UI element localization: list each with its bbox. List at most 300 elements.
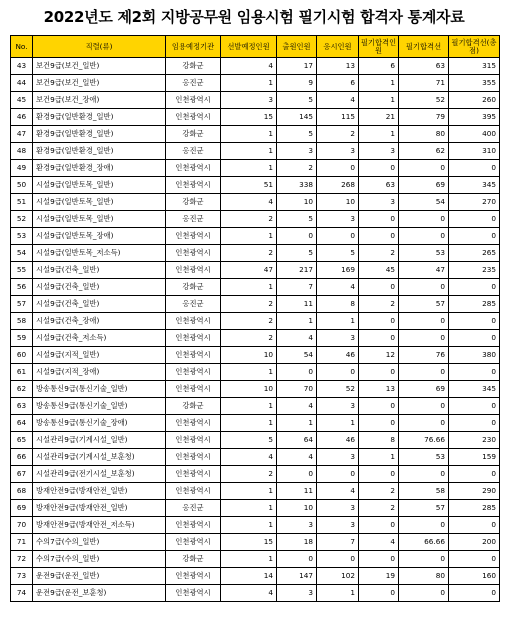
planned-hires-cell: 2: [221, 313, 277, 330]
passers-cell: 0: [359, 398, 399, 415]
row-number-cell: 70: [11, 517, 33, 534]
cutoff-score-cell: 54: [399, 194, 449, 211]
job-series-cell: 시설9급(건축_일반): [33, 296, 166, 313]
passers-cell: 0: [359, 313, 399, 330]
test-takers-cell: 4: [317, 279, 359, 296]
job-series-cell: 방재안전9급(방재안전_일반): [33, 483, 166, 500]
applicants-cell: 4: [277, 398, 317, 415]
test-takers-cell: 8: [317, 296, 359, 313]
cutoff-score-cell: 0: [399, 585, 449, 602]
applicants-cell: 10: [277, 500, 317, 517]
test-takers-cell: 46: [317, 347, 359, 364]
row-number-cell: 66: [11, 449, 33, 466]
appointing-agency-cell: 인천광역시: [166, 347, 221, 364]
passers-cell: 0: [359, 279, 399, 296]
planned-hires-cell: 4: [221, 58, 277, 75]
row-number-cell: 48: [11, 143, 33, 160]
job-series-cell: 방재안전9급(방재안전_일반): [33, 500, 166, 517]
cutoff-score-cell: 79: [399, 109, 449, 126]
cutoff-score-cell: 71: [399, 75, 449, 92]
test-takers-cell: 0: [317, 160, 359, 177]
job-series-cell: 보건9급(보건_일반): [33, 58, 166, 75]
column-header: 출원인원: [277, 36, 317, 58]
applicants-cell: 4: [277, 449, 317, 466]
job-series-cell: 시설9급(일반토목_일반): [33, 211, 166, 228]
cutoff-total-cell: 265: [449, 245, 500, 262]
cutoff-score-cell: 0: [399, 211, 449, 228]
cutoff-score-cell: 0: [399, 517, 449, 534]
cutoff-total-cell: 159: [449, 449, 500, 466]
job-series-cell: 시설9급(일반토목_일반): [33, 177, 166, 194]
appointing-agency-cell: 옹진군: [166, 296, 221, 313]
row-number-cell: 68: [11, 483, 33, 500]
row-number-cell: 62: [11, 381, 33, 398]
test-takers-cell: 268: [317, 177, 359, 194]
passers-cell: 1: [359, 75, 399, 92]
planned-hires-cell: 1: [221, 517, 277, 534]
job-series-cell: 환경9급(일반환경_일반): [33, 126, 166, 143]
cutoff-score-cell: 69: [399, 381, 449, 398]
row-number-cell: 65: [11, 432, 33, 449]
job-series-cell: 시설관리9급(기계시설_일반): [33, 432, 166, 449]
passers-cell: 2: [359, 483, 399, 500]
job-series-cell: 시설9급(일반토목_장애): [33, 228, 166, 245]
appointing-agency-cell: 인천광역시: [166, 432, 221, 449]
job-series-cell: 시설관리9급(기계시설_보훈청): [33, 449, 166, 466]
appointing-agency-cell: 인천광역시: [166, 228, 221, 245]
appointing-agency-cell: 인천광역시: [166, 364, 221, 381]
table-row: [11, 177, 500, 194]
planned-hires-cell: 4: [221, 194, 277, 211]
job-series-cell: 시설9급(건축_장애): [33, 313, 166, 330]
cutoff-score-cell: 0: [399, 330, 449, 347]
planned-hires-cell: 1: [221, 126, 277, 143]
appointing-agency-cell: 인천광역시: [166, 262, 221, 279]
passers-cell: 6: [359, 58, 399, 75]
cutoff-total-cell: 0: [449, 466, 500, 483]
cutoff-score-cell: 0: [399, 398, 449, 415]
table-row: [11, 126, 500, 143]
cutoff-score-cell: 0: [399, 364, 449, 381]
test-takers-cell: 4: [317, 483, 359, 500]
table-row: [11, 211, 500, 228]
planned-hires-cell: 15: [221, 534, 277, 551]
table-row: [11, 296, 500, 313]
appointing-agency-cell: 인천광역시: [166, 177, 221, 194]
row-number-cell: 55: [11, 262, 33, 279]
appointing-agency-cell: 인천광역시: [166, 568, 221, 585]
job-series-cell: 운전9급(운전_일반): [33, 568, 166, 585]
row-number-cell: 43: [11, 58, 33, 75]
cutoff-score-cell: 63: [399, 58, 449, 75]
cutoff-score-cell: 76.66: [399, 432, 449, 449]
row-number-cell: 67: [11, 466, 33, 483]
test-takers-cell: 3: [317, 143, 359, 160]
table-row: [11, 92, 500, 109]
cutoff-total-cell: 285: [449, 296, 500, 313]
table-row: [11, 517, 500, 534]
passers-cell: 0: [359, 211, 399, 228]
applicants-cell: 54: [277, 347, 317, 364]
table-row: [11, 500, 500, 517]
cutoff-score-cell: 80: [399, 568, 449, 585]
cutoff-total-cell: 355: [449, 75, 500, 92]
test-takers-cell: 3: [317, 517, 359, 534]
test-takers-cell: 52: [317, 381, 359, 398]
job-series-cell: 수의7급(수의_일반): [33, 534, 166, 551]
cutoff-total-cell: 230: [449, 432, 500, 449]
appointing-agency-cell: 인천광역시: [166, 313, 221, 330]
row-number-cell: 57: [11, 296, 33, 313]
test-takers-cell: 115: [317, 109, 359, 126]
planned-hires-cell: 1: [221, 551, 277, 568]
table-row: [11, 381, 500, 398]
cutoff-total-cell: 0: [449, 364, 500, 381]
appointing-agency-cell: 인천광역시: [166, 517, 221, 534]
test-takers-cell: 1: [317, 313, 359, 330]
test-takers-cell: 1: [317, 415, 359, 432]
planned-hires-cell: 1: [221, 415, 277, 432]
applicants-cell: 1: [277, 415, 317, 432]
planned-hires-cell: 1: [221, 143, 277, 160]
planned-hires-cell: 1: [221, 398, 277, 415]
job-series-cell: 보건9급(보건_일반): [33, 75, 166, 92]
table-row: [11, 313, 500, 330]
cutoff-score-cell: 53: [399, 449, 449, 466]
column-header: 임용예정기관: [166, 36, 221, 58]
job-series-cell: 시설9급(지적_일반): [33, 347, 166, 364]
applicants-cell: 5: [277, 92, 317, 109]
test-takers-cell: 6: [317, 75, 359, 92]
planned-hires-cell: 15: [221, 109, 277, 126]
passers-cell: 1: [359, 92, 399, 109]
applicants-cell: 145: [277, 109, 317, 126]
passers-cell: 0: [359, 160, 399, 177]
test-takers-cell: 0: [317, 364, 359, 381]
row-number-cell: 47: [11, 126, 33, 143]
cutoff-score-cell: 66.66: [399, 534, 449, 551]
appointing-agency-cell: 인천광역시: [166, 534, 221, 551]
cutoff-total-cell: 0: [449, 517, 500, 534]
table-row: [11, 75, 500, 92]
applicants-cell: 2: [277, 160, 317, 177]
appointing-agency-cell: 옹진군: [166, 500, 221, 517]
applicants-cell: 17: [277, 58, 317, 75]
appointing-agency-cell: 인천광역시: [166, 245, 221, 262]
row-number-cell: 63: [11, 398, 33, 415]
planned-hires-cell: 10: [221, 381, 277, 398]
cutoff-total-cell: 0: [449, 228, 500, 245]
statistics-table: [10, 35, 500, 602]
planned-hires-cell: 2: [221, 466, 277, 483]
applicants-cell: 0: [277, 551, 317, 568]
column-header: 필기합격선(총점): [449, 36, 500, 58]
job-series-cell: 보건9급(보건_장애): [33, 92, 166, 109]
test-takers-cell: 10: [317, 194, 359, 211]
test-takers-cell: 13: [317, 58, 359, 75]
planned-hires-cell: 47: [221, 262, 277, 279]
cutoff-score-cell: 0: [399, 160, 449, 177]
cutoff-total-cell: 395: [449, 109, 500, 126]
document-title: 2022년도 제2회 지방공무원 임용시험 필기시험 합격자 통계자료: [43, 8, 465, 26]
passers-cell: 3: [359, 143, 399, 160]
test-takers-cell: 3: [317, 330, 359, 347]
passers-cell: 2: [359, 296, 399, 313]
test-takers-cell: 3: [317, 500, 359, 517]
applicants-cell: 5: [277, 211, 317, 228]
planned-hires-cell: 10: [221, 347, 277, 364]
row-number-cell: 73: [11, 568, 33, 585]
planned-hires-cell: 1: [221, 483, 277, 500]
test-takers-cell: 5: [317, 245, 359, 262]
cutoff-total-cell: 315: [449, 58, 500, 75]
cutoff-score-cell: 0: [399, 313, 449, 330]
table-row: [11, 466, 500, 483]
table-row: [11, 551, 500, 568]
row-number-cell: 45: [11, 92, 33, 109]
row-number-cell: 51: [11, 194, 33, 211]
job-series-cell: 방송통신9급(통신기술_장애): [33, 415, 166, 432]
cutoff-total-cell: 0: [449, 279, 500, 296]
appointing-agency-cell: 옹진군: [166, 143, 221, 160]
job-series-cell: 시설9급(지적_장애): [33, 364, 166, 381]
appointing-agency-cell: 인천광역시: [166, 449, 221, 466]
appointing-agency-cell: 옹진군: [166, 75, 221, 92]
planned-hires-cell: 1: [221, 75, 277, 92]
test-takers-cell: 169: [317, 262, 359, 279]
test-takers-cell: 2: [317, 126, 359, 143]
cutoff-score-cell: 0: [399, 466, 449, 483]
job-series-cell: 환경9급(일반환경_일반): [33, 143, 166, 160]
applicants-cell: 0: [277, 228, 317, 245]
cutoff-total-cell: 285: [449, 500, 500, 517]
column-header: 필기합격선: [399, 36, 449, 58]
planned-hires-cell: 2: [221, 211, 277, 228]
job-series-cell: 방송통신9급(통신기술_일반): [33, 381, 166, 398]
passers-cell: 2: [359, 245, 399, 262]
planned-hires-cell: 4: [221, 585, 277, 602]
cutoff-total-cell: 0: [449, 398, 500, 415]
cutoff-total-cell: 0: [449, 415, 500, 432]
row-number-cell: 72: [11, 551, 33, 568]
passers-cell: 0: [359, 228, 399, 245]
planned-hires-cell: 4: [221, 449, 277, 466]
applicants-cell: 217: [277, 262, 317, 279]
appointing-agency-cell: 인천광역시: [166, 92, 221, 109]
applicants-cell: 11: [277, 296, 317, 313]
appointing-agency-cell: 인천광역시: [166, 483, 221, 500]
passers-cell: 0: [359, 551, 399, 568]
table-row: [11, 279, 500, 296]
row-number-cell: 74: [11, 585, 33, 602]
table-row: [11, 160, 500, 177]
cutoff-total-cell: 160: [449, 568, 500, 585]
applicants-cell: 7: [277, 279, 317, 296]
cutoff-total-cell: 235: [449, 262, 500, 279]
appointing-agency-cell: 인천광역시: [166, 585, 221, 602]
test-takers-cell: 3: [317, 211, 359, 228]
planned-hires-cell: 1: [221, 228, 277, 245]
table-row: [11, 58, 500, 75]
passers-cell: 0: [359, 364, 399, 381]
table-row: [11, 194, 500, 211]
cutoff-total-cell: 0: [449, 160, 500, 177]
planned-hires-cell: 51: [221, 177, 277, 194]
cutoff-total-cell: 200: [449, 534, 500, 551]
passers-cell: 0: [359, 330, 399, 347]
cutoff-score-cell: 58: [399, 483, 449, 500]
applicants-cell: 5: [277, 126, 317, 143]
cutoff-score-cell: 0: [399, 415, 449, 432]
passers-cell: 19: [359, 568, 399, 585]
applicants-cell: 3: [277, 585, 317, 602]
planned-hires-cell: 2: [221, 245, 277, 262]
job-series-cell: 시설9급(건축_저소득): [33, 330, 166, 347]
job-series-cell: 시설9급(일반토목_저소득): [33, 245, 166, 262]
applicants-cell: 0: [277, 466, 317, 483]
test-takers-cell: 0: [317, 228, 359, 245]
job-series-cell: 시설9급(건축_일반): [33, 262, 166, 279]
planned-hires-cell: 1: [221, 160, 277, 177]
row-number-cell: 50: [11, 177, 33, 194]
row-number-cell: 60: [11, 347, 33, 364]
row-number-cell: 56: [11, 279, 33, 296]
cutoff-total-cell: 0: [449, 313, 500, 330]
table-row: [11, 364, 500, 381]
row-number-cell: 59: [11, 330, 33, 347]
cutoff-total-cell: 380: [449, 347, 500, 364]
cutoff-score-cell: 0: [399, 279, 449, 296]
row-number-cell: 61: [11, 364, 33, 381]
table-row: [11, 585, 500, 602]
planned-hires-cell: 1: [221, 364, 277, 381]
cutoff-score-cell: 47: [399, 262, 449, 279]
table-row: [11, 228, 500, 245]
row-number-cell: 44: [11, 75, 33, 92]
test-takers-cell: 1: [317, 585, 359, 602]
table-row: [11, 415, 500, 432]
cutoff-score-cell: 62: [399, 143, 449, 160]
job-series-cell: 방재안전9급(방재안전_저소득): [33, 517, 166, 534]
test-takers-cell: 4: [317, 92, 359, 109]
applicants-cell: 1: [277, 313, 317, 330]
appointing-agency-cell: 인천광역시: [166, 466, 221, 483]
appointing-agency-cell: 강화군: [166, 551, 221, 568]
passers-cell: 1: [359, 126, 399, 143]
table-body: [11, 58, 500, 602]
appointing-agency-cell: 인천광역시: [166, 415, 221, 432]
test-takers-cell: 0: [317, 466, 359, 483]
cutoff-total-cell: 0: [449, 330, 500, 347]
job-series-cell: 시설관리9급(전기시설_보훈청): [33, 466, 166, 483]
row-number-cell: 54: [11, 245, 33, 262]
table-header-row: [11, 36, 500, 58]
appointing-agency-cell: 인천광역시: [166, 381, 221, 398]
appointing-agency-cell: 강화군: [166, 279, 221, 296]
cutoff-score-cell: 57: [399, 296, 449, 313]
passers-cell: 0: [359, 585, 399, 602]
cutoff-total-cell: 0: [449, 551, 500, 568]
appointing-agency-cell: 인천광역시: [166, 109, 221, 126]
table-row: [11, 449, 500, 466]
row-number-cell: 46: [11, 109, 33, 126]
cutoff-score-cell: 52: [399, 92, 449, 109]
job-series-cell: 수의7급(수의_일반): [33, 551, 166, 568]
planned-hires-cell: 2: [221, 330, 277, 347]
table-row: [11, 347, 500, 364]
cutoff-total-cell: 345: [449, 381, 500, 398]
row-number-cell: 53: [11, 228, 33, 245]
planned-hires-cell: 3: [221, 92, 277, 109]
row-number-cell: 49: [11, 160, 33, 177]
applicants-cell: 5: [277, 245, 317, 262]
row-number-cell: 52: [11, 211, 33, 228]
applicants-cell: 18: [277, 534, 317, 551]
cutoff-score-cell: 69: [399, 177, 449, 194]
passers-cell: 13: [359, 381, 399, 398]
cutoff-total-cell: 270: [449, 194, 500, 211]
appointing-agency-cell: 강화군: [166, 126, 221, 143]
cutoff-score-cell: 80: [399, 126, 449, 143]
row-number-cell: 69: [11, 500, 33, 517]
passers-cell: 8: [359, 432, 399, 449]
cutoff-score-cell: 57: [399, 500, 449, 517]
appointing-agency-cell: 인천광역시: [166, 160, 221, 177]
passers-cell: 0: [359, 415, 399, 432]
planned-hires-cell: 1: [221, 279, 277, 296]
row-number-cell: 64: [11, 415, 33, 432]
row-number-cell: 71: [11, 534, 33, 551]
table-row: [11, 262, 500, 279]
cutoff-score-cell: 76: [399, 347, 449, 364]
applicants-cell: 70: [277, 381, 317, 398]
applicants-cell: 0: [277, 364, 317, 381]
job-series-cell: 시설9급(건축_일반): [33, 279, 166, 296]
cutoff-total-cell: 345: [449, 177, 500, 194]
cutoff-total-cell: 310: [449, 143, 500, 160]
appointing-agency-cell: 옹진군: [166, 211, 221, 228]
passers-cell: 1: [359, 449, 399, 466]
table-row: [11, 245, 500, 262]
passers-cell: 21: [359, 109, 399, 126]
cutoff-total-cell: 400: [449, 126, 500, 143]
column-header: No.: [11, 36, 33, 58]
column-header: 필기합격인원: [359, 36, 399, 58]
cutoff-score-cell: 53: [399, 245, 449, 262]
applicants-cell: 3: [277, 517, 317, 534]
appointing-agency-cell: 강화군: [166, 398, 221, 415]
column-header: 응시인원: [317, 36, 359, 58]
applicants-cell: 4: [277, 330, 317, 347]
applicants-cell: 3: [277, 143, 317, 160]
test-takers-cell: 7: [317, 534, 359, 551]
cutoff-total-cell: 0: [449, 585, 500, 602]
test-takers-cell: 3: [317, 398, 359, 415]
table-row: [11, 483, 500, 500]
cutoff-total-cell: 0: [449, 211, 500, 228]
applicants-cell: 64: [277, 432, 317, 449]
planned-hires-cell: 5: [221, 432, 277, 449]
passers-cell: 3: [359, 194, 399, 211]
appointing-agency-cell: 인천광역시: [166, 330, 221, 347]
applicants-cell: 10: [277, 194, 317, 211]
cutoff-score-cell: 0: [399, 228, 449, 245]
applicants-cell: 147: [277, 568, 317, 585]
test-takers-cell: 0: [317, 551, 359, 568]
job-series-cell: 시설9급(일반토목_일반): [33, 194, 166, 211]
passers-cell: 45: [359, 262, 399, 279]
passers-cell: 4: [359, 534, 399, 551]
